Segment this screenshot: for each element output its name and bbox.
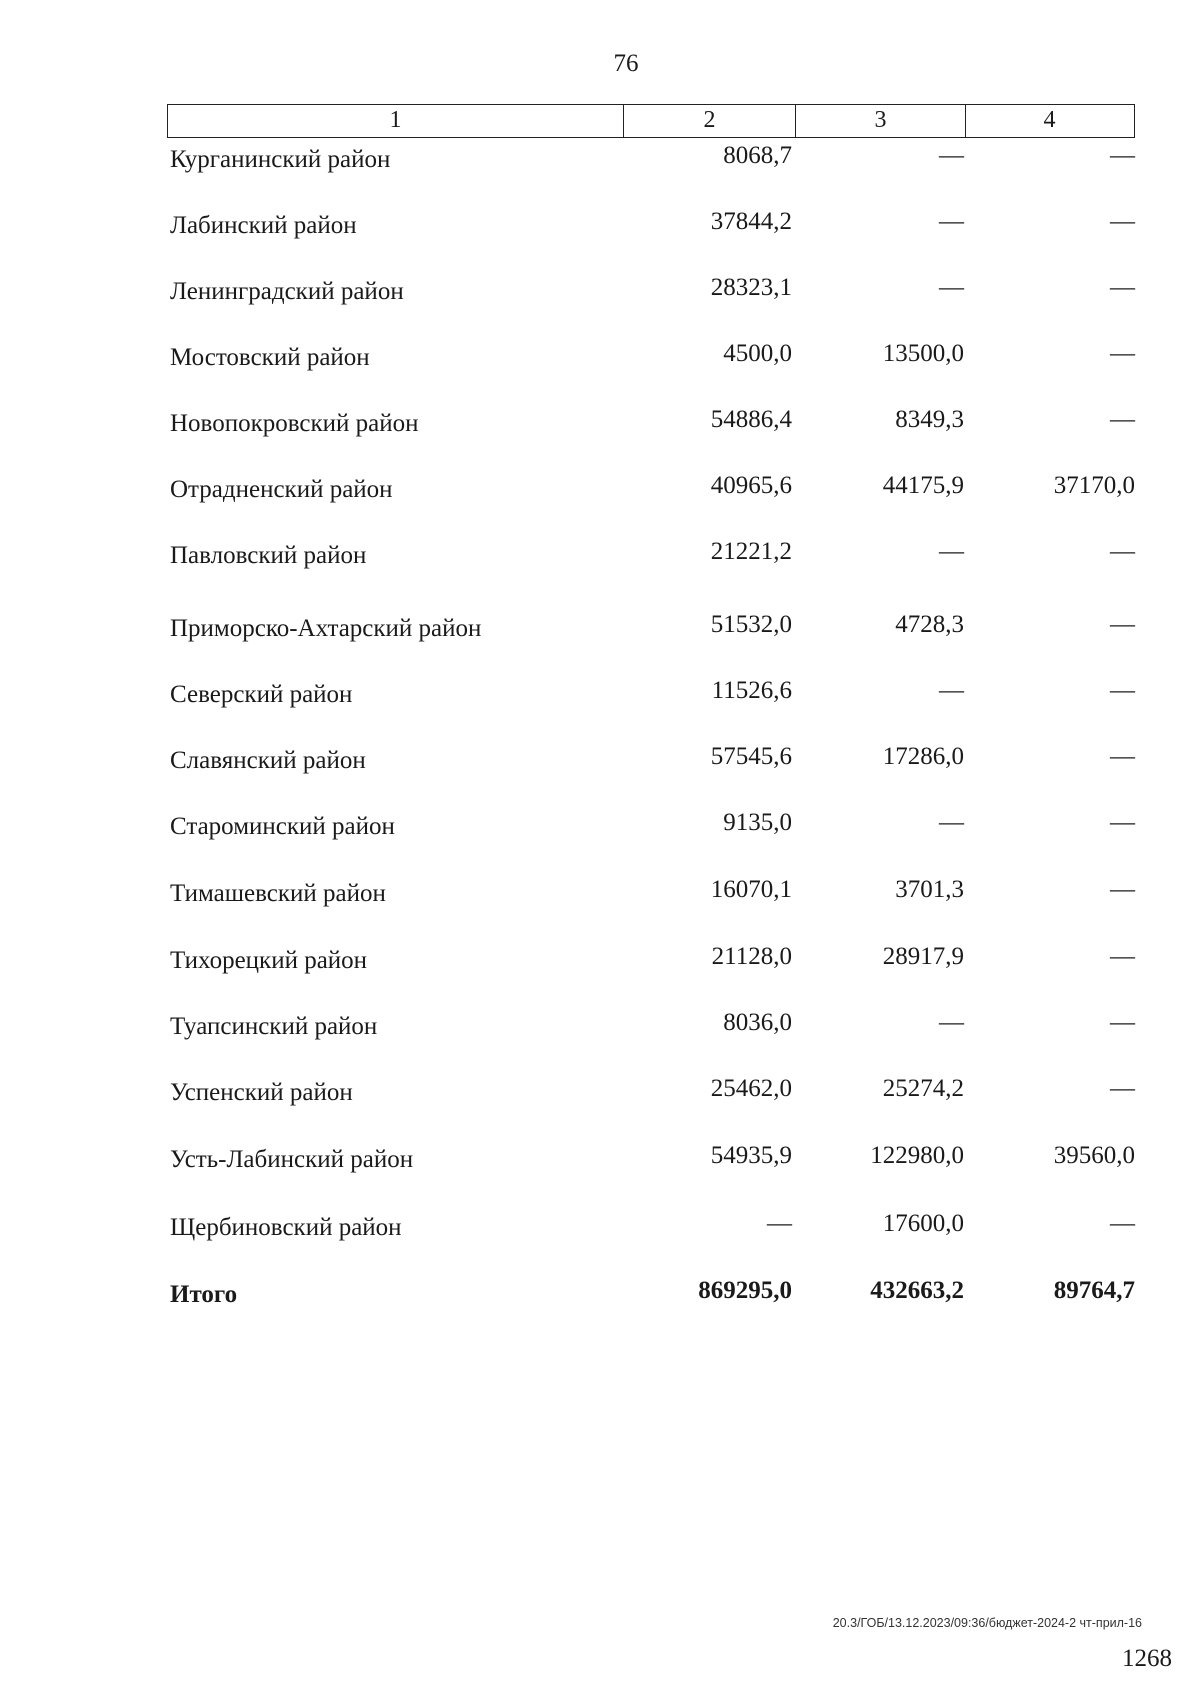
value-col-3: 17600,0 <box>882 1210 964 1237</box>
value-col-2: 9135,0 <box>723 809 792 836</box>
value-col-2: 11526,6 <box>711 677 792 704</box>
value-col-4: — <box>1110 1075 1135 1102</box>
district-name: Славянский район <box>170 747 366 774</box>
value-col-3: 25274,2 <box>882 1075 964 1102</box>
header-cell-4: 4 <box>1043 107 1056 133</box>
header-cell-3: 3 <box>796 105 966 137</box>
district-name: Туапсинский район <box>170 1013 378 1040</box>
value-col-4: — <box>1110 809 1135 836</box>
value-col-3: — <box>939 677 964 704</box>
value-col-4: — <box>1110 142 1135 169</box>
district-name: Северский район <box>170 681 353 708</box>
table-row <box>0 809 1200 849</box>
sheet-number: 1268 <box>1122 1645 1172 1672</box>
table-row <box>0 406 1200 446</box>
district-name: Приморско-Ахтарский район <box>170 615 482 642</box>
value-col-3: — <box>939 208 964 235</box>
table-row <box>0 677 1200 717</box>
value-col-4: — <box>1110 677 1135 704</box>
header-cell-2: 2 <box>624 105 796 137</box>
header-cell-1: 1 <box>168 105 624 137</box>
value-col-2: 4500,0 <box>723 340 792 367</box>
value-col-2: 54935,9 <box>710 1142 792 1169</box>
table-row <box>0 1009 1200 1049</box>
value-col-4: — <box>1110 1210 1135 1237</box>
district-name: Ленинградский район <box>170 278 404 305</box>
table-row <box>0 340 1200 380</box>
value-col-2: 25462,0 <box>710 1075 792 1102</box>
value-col-2: 57545,6 <box>710 743 792 770</box>
table-row <box>0 142 1200 182</box>
value-col-3: 17286,0 <box>882 743 964 770</box>
district-name: Тихорецкий район <box>170 947 368 974</box>
table-row <box>0 876 1200 916</box>
value-col-4: — <box>1110 611 1135 638</box>
value-col-4: — <box>1110 340 1135 367</box>
value-col-2: 21221,2 <box>710 538 792 565</box>
value-col-4: — <box>1110 538 1135 565</box>
table-row <box>0 1075 1200 1115</box>
table-row <box>0 943 1200 983</box>
district-name: Успенский район <box>170 1079 353 1106</box>
district-name: Тимашевский район <box>170 880 386 907</box>
district-name: Курганинский район <box>170 146 391 173</box>
value-col-4: — <box>1110 943 1135 970</box>
district-name: Лабинский район <box>170 212 357 239</box>
district-name: Новопокровский район <box>170 410 419 437</box>
total-col-4: 89764,7 <box>1053 1277 1135 1304</box>
value-col-3: — <box>939 274 964 301</box>
total-col-2: 869295,0 <box>698 1277 792 1304</box>
district-name: Павловский район <box>170 542 367 569</box>
district-name: Щербиновский район <box>170 1214 402 1241</box>
table-row <box>0 743 1200 783</box>
value-col-2: 37844,2 <box>710 208 792 235</box>
table-row <box>0 1142 1200 1182</box>
value-col-2: 21128,0 <box>711 943 792 970</box>
value-col-4: 39560,0 <box>1053 1142 1135 1169</box>
value-col-2: 8068,7 <box>723 142 792 169</box>
value-col-3: 44175,9 <box>882 472 964 499</box>
value-col-2: 8036,0 <box>723 1009 792 1036</box>
value-col-2: 54886,4 <box>710 406 792 433</box>
district-name: Усть-Лабинский район <box>170 1146 414 1173</box>
value-col-2: 51532,0 <box>710 611 792 638</box>
total-col-3: 432663,2 <box>870 1277 964 1304</box>
district-name: Староминский район <box>170 813 395 840</box>
total-row <box>0 1277 1200 1317</box>
table-row <box>0 611 1200 651</box>
table-row <box>0 274 1200 314</box>
value-col-3: 8349,3 <box>895 406 964 433</box>
value-col-4: — <box>1110 1009 1135 1036</box>
value-col-3: 3701,3 <box>895 876 964 903</box>
table-header <box>167 104 1135 138</box>
value-col-3: — <box>939 142 964 169</box>
value-col-3: 122980,0 <box>870 1142 964 1169</box>
district-name: Мостовский район <box>170 344 370 371</box>
value-col-4: 37170,0 <box>1053 472 1135 499</box>
value-col-2: 16070,1 <box>710 876 792 903</box>
value-col-2: — <box>767 1210 792 1237</box>
value-col-4: — <box>1110 743 1135 770</box>
value-col-2: 40965,6 <box>710 472 792 499</box>
document-code: 20.3/ГОБ/13.12.2023/09:36/бюджет-2024-2 чт-прил-16 <box>832 1616 1142 1630</box>
value-col-3: 13500,0 <box>882 340 964 367</box>
page-number: 76 <box>613 50 639 77</box>
district-name: Отрадненский район <box>170 476 393 503</box>
value-col-3: — <box>939 1009 964 1036</box>
table-row <box>0 472 1200 512</box>
value-col-4: — <box>1110 208 1135 235</box>
value-col-3: — <box>939 809 964 836</box>
value-col-2: 28323,1 <box>710 274 792 301</box>
value-col-3: 4728,3 <box>895 611 964 638</box>
total-label: Итого <box>170 1281 238 1308</box>
table-row <box>0 538 1200 578</box>
value-col-3: — <box>939 538 964 565</box>
table-row <box>0 1210 1200 1250</box>
value-col-3: 28917,9 <box>882 943 964 970</box>
table-row <box>0 208 1200 248</box>
value-col-4: — <box>1110 876 1135 903</box>
value-col-4: — <box>1110 274 1135 301</box>
value-col-4: — <box>1110 406 1135 433</box>
